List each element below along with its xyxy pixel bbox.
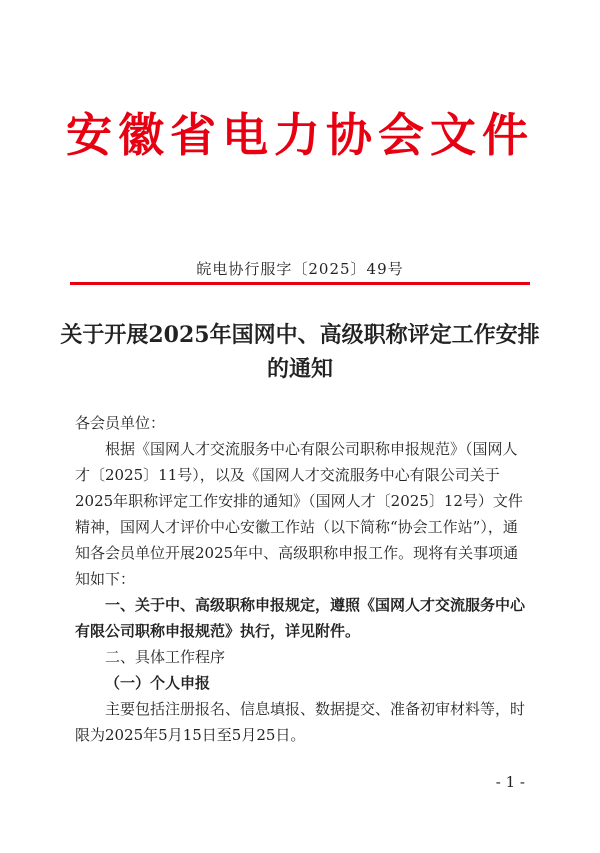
notice-body bbox=[75, 410, 530, 748]
title-line: 的通知 bbox=[266, 356, 333, 382]
title-line: 关于开展2025年国网中、高级职称评定工作安排 bbox=[60, 322, 540, 348]
org-title: 安徽省电力协会文件 bbox=[66, 108, 534, 162]
paragraph-section-2: 二、具体工作程序 bbox=[105, 648, 226, 666]
salutation: 各会员单位： bbox=[75, 414, 166, 432]
paragraph-intro: 根据《国网人才交流服务中心有限公司职称申报规范》（国网人才〔2025〕11号），以及《国网人才交流服务中心有限公司关于2025年职称评定工作安排的通知》（国网人才〔2025〕12号）文件精神，国网人才评价中心安徽工作站（以下简称“协会工作站”），通知各会员单位开展2025年中、高级职称申报工作。现将有关事项通知如下： bbox=[75, 440, 523, 588]
paragraph-subsection-1-text: 主要包括注册报名、信息填报、数据提交、准备初审材料等，时限为2025年5月15日至5月25日。 bbox=[75, 700, 526, 744]
doc-number: 皖电协行服字〔2025〕49号 bbox=[196, 260, 404, 278]
red-divider bbox=[70, 282, 530, 285]
notice-title bbox=[60, 318, 540, 386]
paragraph-section-1: 一、关于中、高级职称申报规定，遵照《国网人才交流服务中心有限公司职称申报规范》执行，详见附件。 bbox=[75, 596, 526, 640]
paragraph-subsection-1: （一）个人申报 bbox=[105, 674, 211, 692]
page-number: - 1 - bbox=[495, 773, 525, 791]
